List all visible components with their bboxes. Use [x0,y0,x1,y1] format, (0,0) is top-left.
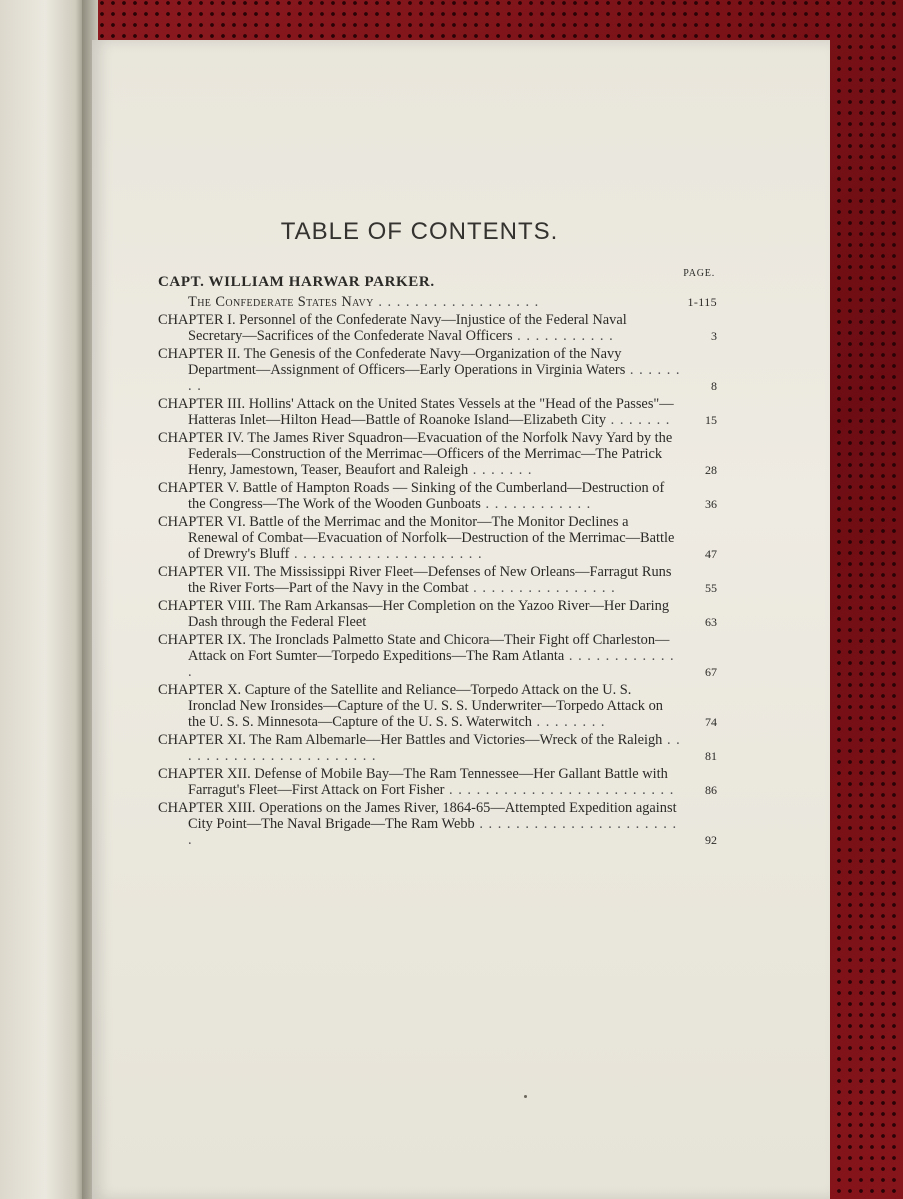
toc-entry-text: CHAPTER V. Battle of Hampton Roads — Sinking of the Cumberland—Destruction of the Congress—The Work of the Wooden Gunboats [158,480,665,512]
toc-entry-text: CHAPTER X. Capture of the Satellite and Reliance—Torpedo Attack on the U. S. Ironclad New Ironsides—Capture of the U. S. S. Underwriter—Torpedo Attack on the U. S. S. Minnesota—Capture of the U. S. S. Waterwitch [158,682,663,730]
toc-entry-text: CHAPTER VI. Battle of the Merrimac and the Monitor—The Monitor Declines a Renewal of Combat—Evacuation of Norfolk—Destruction of the Merrimac—Battle of Drewry's Bluff [158,514,675,562]
toc-entry-page: 15 [705,413,717,427]
toc-entry [152,480,717,512]
toc-entry-text: CHAPTER III. Hollins' Attack on the United States Vessels at the "Head of the Passes"—Hatteras Inlet—Hilton Head—Battle of Roanoke Island—Elizabeth City [158,396,674,428]
left-page [0,0,82,1199]
toc-header-row [152,268,715,294]
toc-entry [152,766,717,798]
toc-entry-text: CHAPTER VII. The Mississippi River Fleet—Defenses of New Orleans—Farragut Runs the River Forts—Part of the Navy in the Combat [158,564,672,596]
dot-leader: . . . . . . . . . . . . . . . . . . . . . . . [188,732,681,764]
dot-leader: . . . . . . . . . . . . . . . . . . . . . . . [188,816,678,848]
toc-entry [152,632,717,680]
toc-entry-text: CHAPTER XIII. Operations on the James River, 1864-65—Attempted Expedition against City Point—The Naval Brigade—The Ram Webb [158,800,677,832]
dot-leader: . . . . . . . . . . . . [480,496,592,512]
toc-entry-page: 55 [705,581,717,595]
toc-entry-text: CHAPTER VIII. The Ram Arkansas—Her Completion on the Yazoo River—Her Daring Dash through the Federal Fleet [158,598,670,630]
table-of-contents [152,210,717,850]
toc-entry-text: CHAPTER XII. Defense of Mobile Bay—The Ram Tennessee—Her Gallant Battle with Farragut's Fleet—First Attack on Fort Fisher [158,766,668,798]
toc-entry-page: 3 [711,329,717,343]
toc-entry-text: The Confederate States Navy [188,294,374,310]
toc-entry [152,598,717,630]
toc-entry [152,732,717,764]
toc-entry [152,564,717,596]
toc-entry-text: CHAPTER II. The Genesis of the Confederate Navy—Organization of the Navy Department—Assignment of Officers—Early Operations in Virginia Waters [158,346,626,378]
toc-entry-page: 74 [705,715,717,729]
toc-entry-page: 28 [705,463,717,477]
toc-entry [152,514,717,562]
toc-entry-prelim [152,294,717,310]
toc-entry-page: 67 [705,665,717,679]
dot-leader: . . . . . . . [606,412,671,428]
dot-leader: . . . . . . . . . . . . . . . . [468,580,616,596]
dot-leader: . . . . . . . . . . . . . [188,648,675,680]
toc-entry-page: 92 [705,833,717,847]
paper-speck [524,1095,527,1098]
page-title: TABLE OF CONTENTS. [280,218,559,245]
author-heading: CAPT. WILLIAM HARWAR PARKER. [158,274,435,290]
toc-entry-text: CHAPTER IV. The James River Squadron—Evacuation of the Norfolk Navy Yard by the Federals—Construction of the Merrimac—Officers of the Merrimac—The Patrick Henry, Jamestown, Teaser, Beaufort and Raleigh [158,430,673,478]
toc-entry [152,682,717,730]
dot-leader: . . . . . . . . [531,714,606,730]
toc-entry [152,430,717,478]
toc-entry-text: CHAPTER XI. The Ram Albemarle—Her Battles and Victories—Wreck of the Raleigh [158,732,663,748]
dot-leader: . . . . . . . . [188,362,681,394]
toc-entry-text: CHAPTER IX. The Ironclads Palmetto State and Chicora—Their Fight off Charleston—Attack on Fort Sumter—Torpedo Expeditions—The Ram Atlanta [158,632,670,664]
toc-entry-page: 81 [705,749,717,763]
dot-leader: . . . . . . . . . . . . . . . . . . [373,294,540,310]
dot-leader: . . . . . . . [468,462,533,478]
dot-leader: . . . . . . . . . . . . . . . . . . . . . [289,546,483,562]
dot-leader: . . . . . . . . . . . . . . . . . . . . . . . . . [444,782,675,798]
toc-entry [152,396,717,428]
toc-entry [152,312,717,344]
right-page [92,40,830,1199]
toc-entry-page: 63 [705,615,717,629]
toc-entry-page: 86 [705,783,717,797]
toc-entry-page: 47 [705,547,717,561]
toc-entry [152,346,717,394]
toc-entry-page: 36 [705,497,717,511]
page-column-header: PAGE. [683,268,715,279]
toc-entry [152,800,717,848]
dot-leader: . . . . . . . . . . . [512,328,614,344]
toc-entry-page: 1-115 [687,295,717,309]
toc-entry-text: CHAPTER I. Personnel of the Confederate Navy—Injustice of the Federal Naval Secretary—Sacrifices of the Confederate Naval Officers [158,312,627,344]
toc-entry-page: 8 [711,379,717,393]
